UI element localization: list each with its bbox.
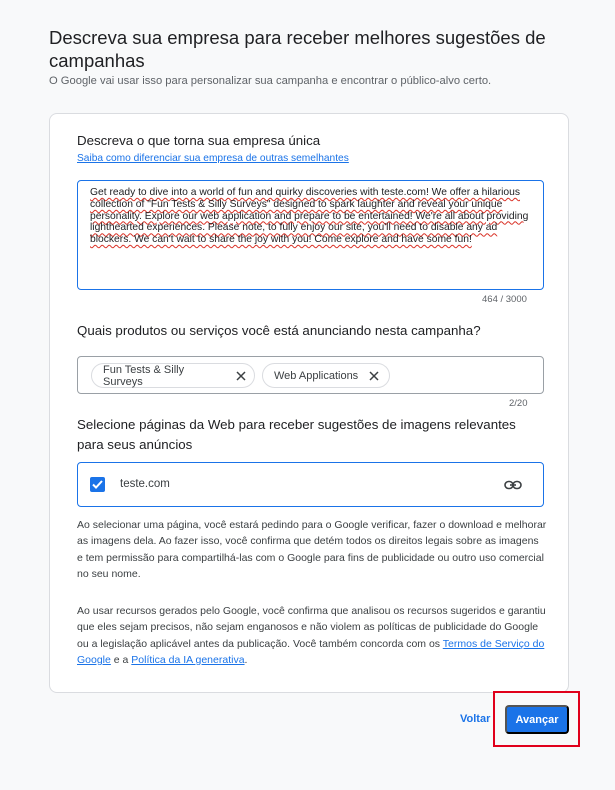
business-form-card: [49, 113, 569, 693]
description-char-counter: 464 / 3000: [482, 294, 527, 305]
products-heading: Quais produtos ou serviços você está anunciando nesta campanha?: [77, 323, 481, 338]
products-chip-input[interactable]: [77, 356, 544, 394]
page-subtitle: O Google vai usar isso para personalizar sua campanha e encontrar o público-alvo certo.: [49, 75, 492, 87]
page-label: teste.com: [120, 478, 170, 490]
pages-heading: Selecione páginas da Web para receber sugestões de imagens relevantes para seus anúncios: [77, 417, 516, 452]
products-counter: 2/20: [509, 398, 528, 409]
differentiate-help-link[interactable]: Saiba como diferenciar sua empresa de outras semelhantes: [77, 153, 349, 164]
terms-of-service-link[interactable]: Termos de Serviço do Google: [77, 637, 545, 666]
generative-ai-policy-link[interactable]: Política da IA generativa: [131, 653, 245, 666]
page-checkbox[interactable]: [90, 477, 105, 492]
page-title: Descreva sua empresa para receber melhores sugestões de campanhas: [49, 27, 546, 71]
product-chip-label: Fun Tests & Silly Surveys: [103, 363, 185, 388]
disclaimer-text-end: .: [244, 653, 248, 666]
product-chip[interactable]: [91, 363, 255, 388]
product-chip-label: Web Applications: [274, 369, 359, 382]
page-selection-item[interactable]: [77, 462, 544, 507]
image-rights-disclaimer: Ao selecionar uma página, você estará pedindo para o Google verificar, fazer o download e melhorar as imagens dela. Ao fazer isso, você confirma que detém todos os direitos legais sobre as imagens e tem permissão para compartilhá-las com o Google para fins de publicidade ou outro uso comercial no seu nome.: [77, 519, 547, 580]
disclaimer-text: Ao usar recursos gerados pelo Google, você confirma que analisou os recursos sugeridos e garantiu que eles sejam precisos, não sejam enganosos e não violem as políticas de publicidade do Google ou a legislação aplicável antes da publicação. Você também concorda com os: [77, 605, 546, 650]
business-description-text: Get ready to dive into a world of fun and quirky discoveries with teste.com! We offer a hilarious collection of "Fun Tests & Silly Surveys" designed to spark laughter and reveal your unique personality. Explore our web application and prepare to be entertained! We're all about providing lighthearted experiences. Please note, to fully enjoy our site, you'll need to disable any ad blockers. We can't wait to share the joy with you! Come explore and have some fun!: [90, 187, 529, 246]
close-icon[interactable]: [367, 369, 381, 383]
generative-ai-disclaimer: [77, 603, 547, 668]
link-icon[interactable]: [503, 476, 523, 494]
business-description-textarea[interactable]: [77, 180, 544, 290]
product-chip[interactable]: [262, 363, 390, 388]
disclaimer-text-mid: e a: [110, 653, 132, 666]
business-description-heading: Descreva o que torna sua empresa única: [77, 133, 321, 148]
close-icon[interactable]: [234, 369, 248, 383]
next-button[interactable]: Avançar: [505, 705, 569, 734]
back-button[interactable]: Voltar: [460, 713, 491, 725]
